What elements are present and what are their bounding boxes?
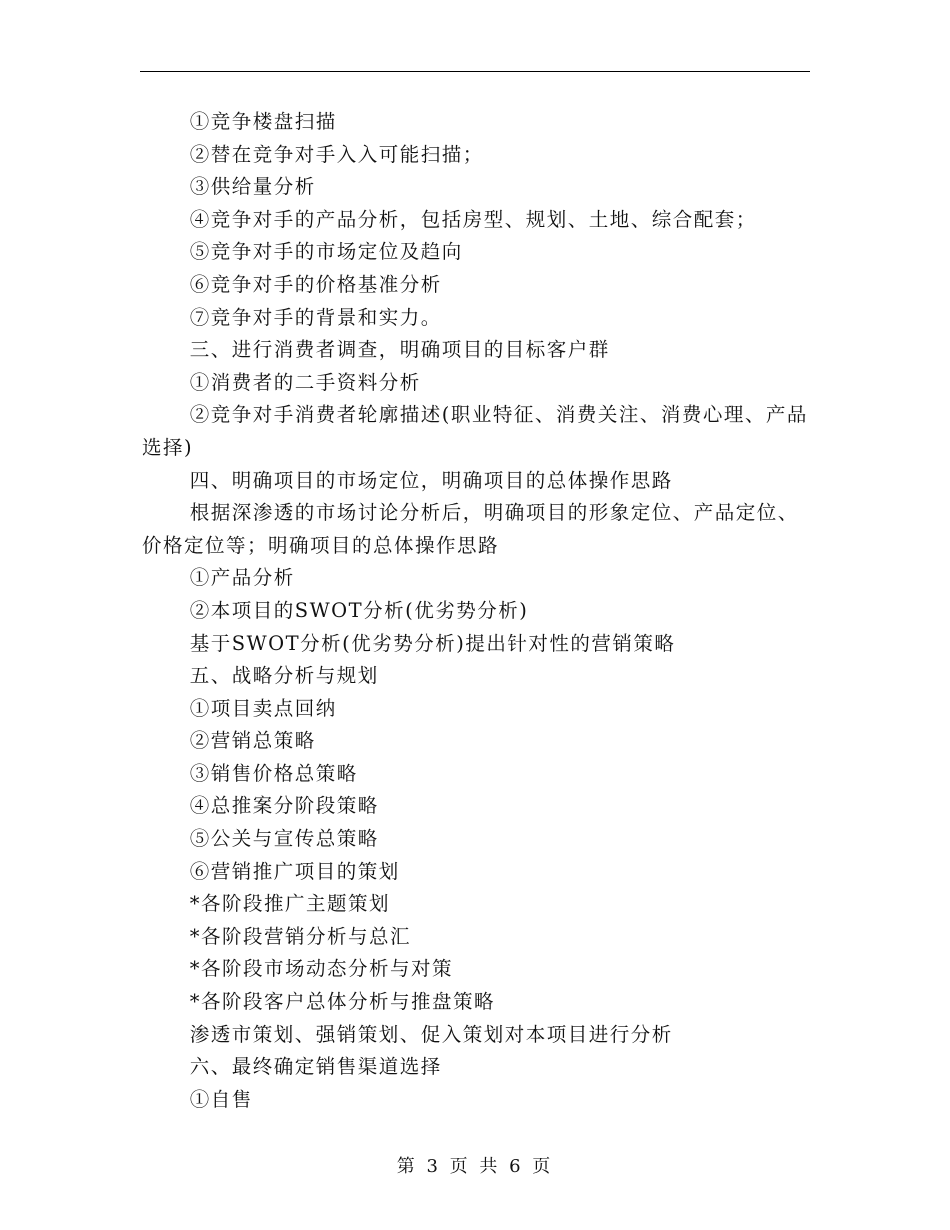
footer-suffix: 页	[532, 1156, 554, 1177]
paragraph: ⑥营销推广项目的策划	[189, 859, 400, 883]
paragraph: ①竞争楼盘扫描	[189, 110, 337, 133]
paragraph: ①消费者的二手资料分析	[189, 370, 421, 394]
paragraph: *各阶段市场动态分析与对策	[189, 957, 454, 981]
paragraph: *各阶段推广主题策划	[189, 892, 391, 916]
paragraph: ⑤公关与宣传总策略	[189, 827, 379, 851]
footer-middle: 页 共	[449, 1156, 501, 1177]
paragraph: 根据深渗透的市场讨论分析后，明确项目的形象定位、产品定位、价格定位等；明确项目的总体操作思路	[142, 501, 799, 557]
footer-prefix: 第	[396, 1156, 418, 1177]
paragraph: ①产品分析	[189, 566, 295, 590]
paragraph: *各阶段客户总体分析与推盘策略	[189, 990, 496, 1014]
section-heading: 四、明确项目的市场定位，明确项目的总体操作思路	[189, 468, 673, 492]
paragraph: 渗透市策划、强销策划、促入策划对本项目进行分析	[189, 1022, 673, 1046]
paragraph: ⑥竞争对手的价格基准分析	[189, 272, 442, 296]
paragraph: *各阶段营销分析与总汇	[189, 924, 412, 948]
paragraph: ③供给量分析	[189, 175, 316, 199]
paragraph: ②替在竞争对手入入可能扫描；	[189, 142, 484, 166]
section-heading: 六、最终确定销售渠道选择	[189, 1055, 442, 1079]
section-heading: 三、进行消费者调查，明确项目的目标客户群	[189, 338, 610, 362]
paragraph: ②营销总策略	[189, 729, 316, 753]
paragraph: ②竞争对手消费者轮廓描述(职业特征、消费关注、消费心理、产品选择)	[142, 403, 808, 459]
footer-total-pages: 6	[509, 1156, 524, 1177]
paragraph: ④竞争对手的产品分析，包括房型、规划、土地、综合配套；	[189, 207, 757, 231]
paragraph: ④总推案分阶段策略	[189, 794, 379, 818]
paragraph: ①自售	[189, 1087, 253, 1111]
document-body	[142, 106, 810, 1116]
paragraph: ⑦竞争对手的背景和实力。	[189, 305, 442, 329]
paragraph: ③销售价格总策略	[189, 761, 358, 785]
footer-page-number: 3	[426, 1156, 441, 1177]
section-heading: 五、战略分析与规划	[189, 664, 379, 688]
page-footer	[0, 1152, 950, 1178]
paragraph: 基于SWOT分析(优劣势分析)提出针对性的营销策略	[189, 631, 676, 655]
paragraph: ①项目卖点回纳	[189, 696, 337, 720]
paragraph: ②本项目的SWOT分析(优劣势分析)	[189, 598, 529, 622]
paragraph: ⑤竞争对手的市场定位及趋向	[189, 240, 463, 264]
header-rule	[140, 71, 810, 72]
